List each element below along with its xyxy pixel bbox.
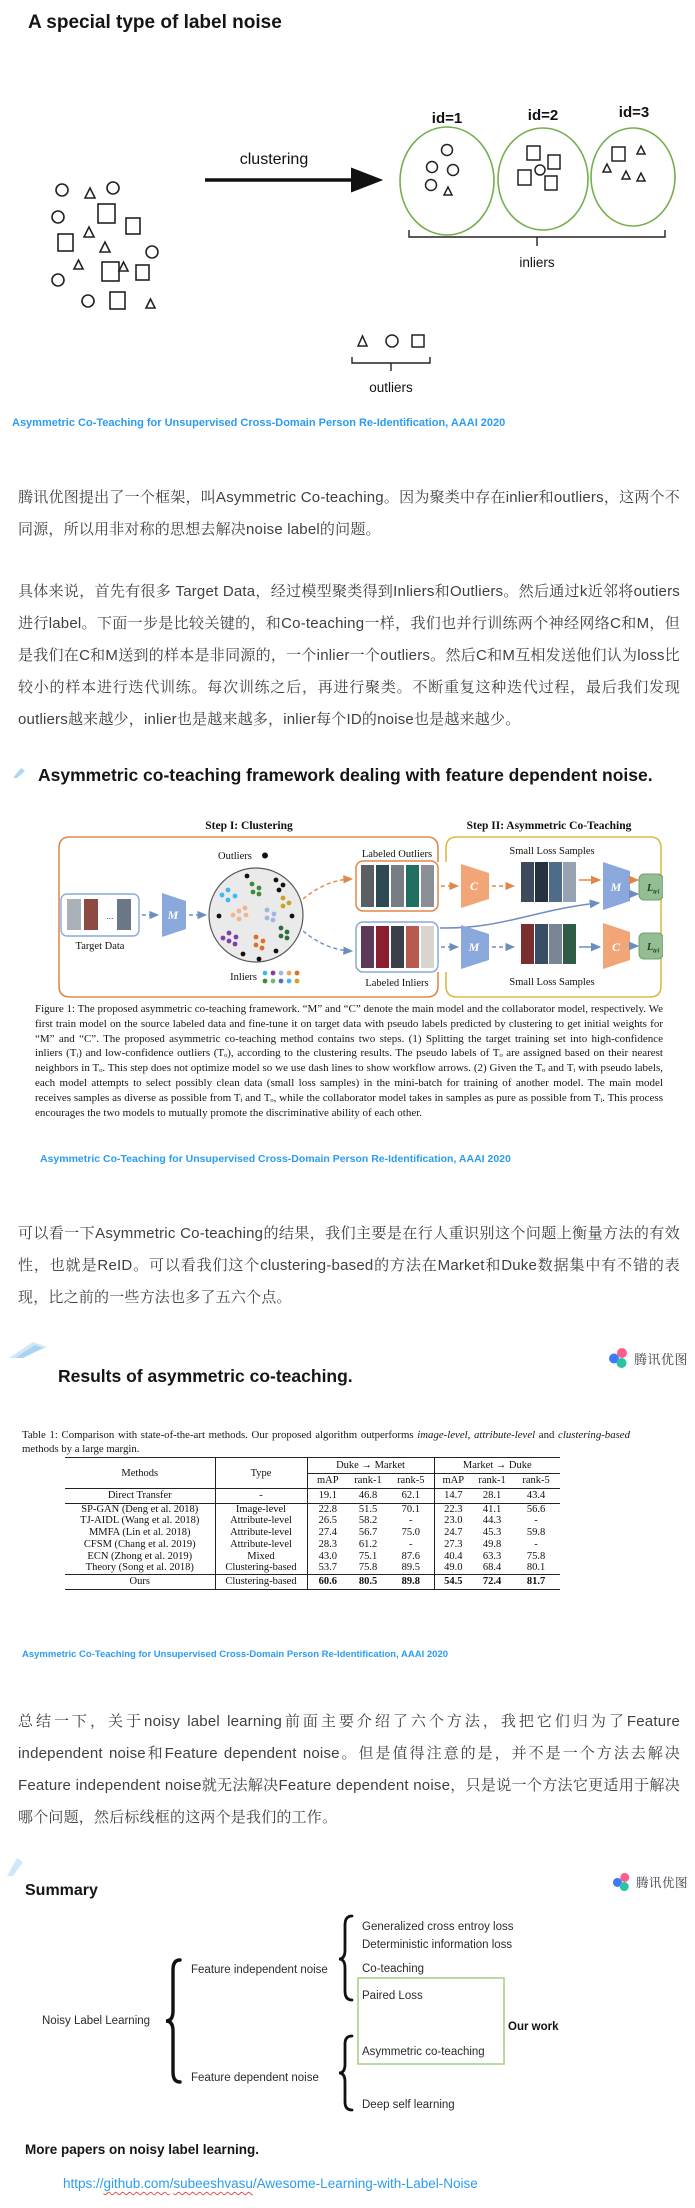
github-link-anchor[interactable]: https://github.com/subeeshvasu/Awesome-Learning-with-Label-Noise — [63, 2176, 478, 2191]
fig-inliers-label: Inliers — [230, 972, 257, 983]
labeled-inliers-box — [356, 922, 438, 972]
paper-citation: Asymmetric Co-Teaching for Unsupervised Cross-Domain Person Re-Identification, AAAI 2020 — [12, 417, 506, 429]
outlier-shapes — [358, 335, 424, 347]
tree-leaf: Asymmetric co-teaching — [362, 2046, 485, 2058]
sub-header: mAP — [307, 1474, 348, 1489]
table-row: CFSM (Chang et al. 2019) Attribute-level 28.3 61.2 - 27.3 49.8 - — [65, 1539, 560, 1551]
paragraph-1: 腾讯优图提出了一个框架，叫Asymmetric Co-teaching。因为聚类中存在inlier和outliers，这两个不同源，所以用非对称的思想去解决noise label的问题。 — [18, 489, 680, 538]
small-loss-top-label: Small Loss Samples — [509, 846, 595, 857]
more-papers-heading: More papers on noisy label learning. — [25, 2142, 260, 2157]
tree-branch1-label: Feature independent noise — [191, 1964, 328, 1976]
paragraph-4: 总结一下，关于noisy label learning前面主要介绍了六个方法，我把它们归为了Feature independent noise和Feature dependent noise。但是值得注意的是，并不是一个方法去解决Feature independent noise就无法解决Feature dependent noise，只是说一个方法它更适用于解决哪个问题，然后标线框的这两个是我们的工作。 — [18, 1713, 680, 1826]
slide-leaf-icon — [7, 1856, 23, 1876]
target-data-box — [61, 894, 139, 952]
sub-header: rank-5 — [512, 1474, 560, 1489]
slide-leaf-icon — [9, 1340, 47, 1358]
outliers-label: outliers — [369, 380, 413, 395]
inlier-dots-legend — [263, 971, 300, 984]
table-row: SP-GAN (Deng et al. 2018) Image-level 22.8 51.5 70.1 22.3 41.1 56.6 — [65, 1503, 560, 1515]
framework-figure — [33, 818, 663, 1000]
tree-leaf: Co-teaching — [362, 1963, 425, 1975]
table-row: ECN (Zhong et al. 2019) Mixed 43.0 75.1 87.6 40.4 63.3 75.8 — [65, 1551, 560, 1563]
sub-header: rank-1 — [472, 1474, 512, 1489]
brace-icon — [166, 1960, 180, 2082]
fig-outliers-label: Outliers — [218, 851, 252, 862]
table-caption-text: Table 1: Comparison with state-of-the-art methods. Our proposed algorithm outperforms — [22, 1429, 418, 1441]
slide4-title: Summary — [25, 1882, 98, 1899]
paper-citation: Asymmetric Co-Teaching for Unsupervised Cross-Domain Person Re-Identification, AAAI 2020 — [40, 1153, 511, 1165]
tree-leaf: Generalized cross entroy loss — [362, 1921, 514, 1933]
target-data-label: Target Data — [75, 941, 125, 952]
cluster-ellipses — [400, 104, 675, 235]
step1-header: Step I: Clustering — [205, 820, 293, 832]
page-title: A special type of label noise — [28, 12, 282, 33]
model-m-label: M — [167, 908, 179, 922]
cluster-id-1-label: id=1 — [431, 110, 463, 127]
paper-citation: Asymmetric Co-Teaching for Unsupervised Cross-Domain Person Re-Identification, AAAI 2020 — [22, 1649, 449, 1660]
outlier-dot-legend — [262, 853, 268, 859]
table-caption-italic: attribute-level — [473, 1429, 536, 1441]
slide2-title: Asymmetric co-teaching framework dealing with feature dependent noise. — [38, 765, 653, 785]
svg-text:Ltri: $L_{tri}$ — [647, 942, 660, 955]
paragraph-2: 具体来说，首先有很多 Target Data，经过模型聚类得到Inliers和Outliers。然后通过k近邻将outiers进行label。下面一步是比较关键的，和Co-teaching一样，我们也并行训练两个神经网络C和M，但是我们在C和M送到的样本是非同源的，一个inlier一个outliers。然后C和M互相发送他们认为loss比较小的样本进行迭代训练。每次训练之后，再进行聚类。不断重复这种迭代过程，最后我们发现outliers越来越少，inlier也是越来越多，inlier每个ID的noise也是越来越少。 — [18, 583, 680, 728]
unlabeled-shapes — [52, 182, 158, 309]
ellipsis: ... — [106, 911, 114, 921]
tree-leaf: Paired Loss — [362, 1990, 423, 2002]
small-loss-top-samples — [521, 862, 576, 902]
step2-header: Step II: Asymmetric Co-Teaching — [466, 820, 632, 832]
col-header-methods: Methods — [65, 1458, 215, 1489]
col-header-type: Type — [215, 1458, 307, 1489]
model-c-bottom-label: C — [611, 940, 621, 954]
tree-leaf: Deterministic information loss — [362, 1939, 513, 1951]
results-table — [65, 1457, 560, 1590]
tencent-youtu-logo — [608, 1347, 688, 1369]
model-m-top-label: M — [610, 880, 622, 894]
table-caption-italic: image-level — [417, 1429, 468, 1441]
slide-leaf-icon — [13, 766, 25, 778]
table-caption: Table 1: Comparison with state-of-the-art methods. Our proposed algorithm outperforms image-level, attribute-level and clustering-based methods by a large margin. — [22, 1429, 630, 1455]
figure-caption: Figure 1: The proposed asymmetric co-teaching framework. “M” and “C” denote the main model and the collaborator model, respectively. We first train model on the source labeled data and fine-tune it on target data with pseudo labels predicted by clustering to get initial weights for “M” and “C”. The proposed asymmetric co-teaching method contains two steps. (1) Splitting the target training set into high-confidence inliers (Tᵢ) and low-confidence outliers (Tₒ), according to the clustering results. The pseudo labels of Tₒ are assigned based on their nearest neighbors in Tₒ. This step does not optimize model so we use dash lines to show workflow arrows. (2) Given the Tₒ and Tᵢ with pseudo labels, each model attempts to select possibly clean data (small loss samples) in the mini-batch for training of another model. The main model receives samples as diverse as possible from Tᵢ and Tₒ, while the collaborator model takes in samples as pure as possible from Tᵢ. This process encourages the two models to mutually promote the discriminative ability of each other. — [35, 1003, 663, 1119]
inliers-label: inliers — [519, 255, 555, 270]
clustering-space — [209, 868, 303, 962]
tree-branch2-label: Feature dependent noise — [191, 2072, 319, 2084]
small-loss-bottom-label: Small Loss Samples — [509, 977, 595, 988]
labeled-outliers-box — [356, 861, 438, 911]
tree-leaf: Deep self learning — [362, 2099, 455, 2111]
model-c-top-label: C — [469, 879, 479, 893]
labeled-inliers-label: Labeled Inliers — [365, 978, 429, 989]
paragraph-3: 可以看一下Asymmetric Co-teaching的结果，我们主要是在行人重识别这个问题上衡量方法的有效性，也就是ReID。可以看我们这个clustering-based的方法在Market和Duke数据集中有不错的表现，比之前的一些方法也多了五六个点。 — [18, 1225, 680, 1306]
sub-header: rank-5 — [388, 1474, 434, 1489]
loss-box-bottom — [639, 933, 663, 959]
group-header-duke-market: Duke → Market — [307, 1458, 434, 1474]
brace-icon — [339, 2036, 352, 2110]
inliers-bracket — [409, 230, 665, 246]
tree-root-label: Noisy Label Learning — [42, 2015, 151, 2027]
table-row-ours: Ours Clustering-based 60.6 80.5 89.8 54.5 72.4 81.7 — [65, 1575, 560, 1590]
youtu-logo-text: 腾讯优图 — [636, 1876, 689, 1890]
small-loss-bottom-samples — [521, 924, 576, 964]
outliers-bracket — [352, 357, 430, 371]
table-row: Direct Transfer - 19.1 46.8 62.1 14.7 28.1 43.4 — [65, 1489, 560, 1504]
group-header-market-duke: Market → Duke — [434, 1458, 560, 1474]
summary-tree — [20, 1908, 680, 2113]
table-row: TJ-AIDL (Wang et al. 2018) Attribute-level 26.5 58.2 - 23.0 44.3 - — [65, 1515, 560, 1527]
svg-text:Ltri: $L_{tri}$ — [647, 883, 660, 896]
sub-header: rank-1 — [348, 1474, 388, 1489]
cluster-id-2-label: id=2 — [527, 107, 559, 124]
labeled-outliers-label: Labeled Outliers — [361, 849, 433, 860]
loss-box-top — [639, 874, 663, 900]
our-work-label: Our work — [508, 2021, 559, 2033]
youtu-logo-icon — [612, 1872, 632, 1892]
brace-icon — [339, 1916, 352, 2000]
step2-bracket — [446, 837, 661, 997]
table-caption-italic: clustering-based — [558, 1429, 630, 1441]
youtu-logo-text: 腾讯优图 — [634, 1351, 689, 1367]
clustering-diagram — [0, 40, 695, 412]
sub-header: mAP — [434, 1474, 472, 1489]
github-link[interactable] — [63, 2176, 478, 2191]
table-row: MMFA (Lin et al. 2018) Attribute-level 27.4 56.7 75.0 24.7 45.3 59.8 — [65, 1527, 560, 1539]
clustering-label: clustering — [239, 151, 309, 168]
model-m-bottom-label: M — [468, 940, 480, 954]
youtu-logo-icon — [608, 1347, 630, 1369]
tencent-youtu-logo — [612, 1872, 688, 1892]
slide3-title: Results of asymmetric co-teaching. — [58, 1366, 353, 1386]
cluster-id-3-label: id=3 — [618, 104, 650, 121]
table-row: Theory (Song et al. 2018) Clustering-based 53.7 75.8 89.5 49.0 68.4 80.1 — [65, 1562, 560, 1574]
